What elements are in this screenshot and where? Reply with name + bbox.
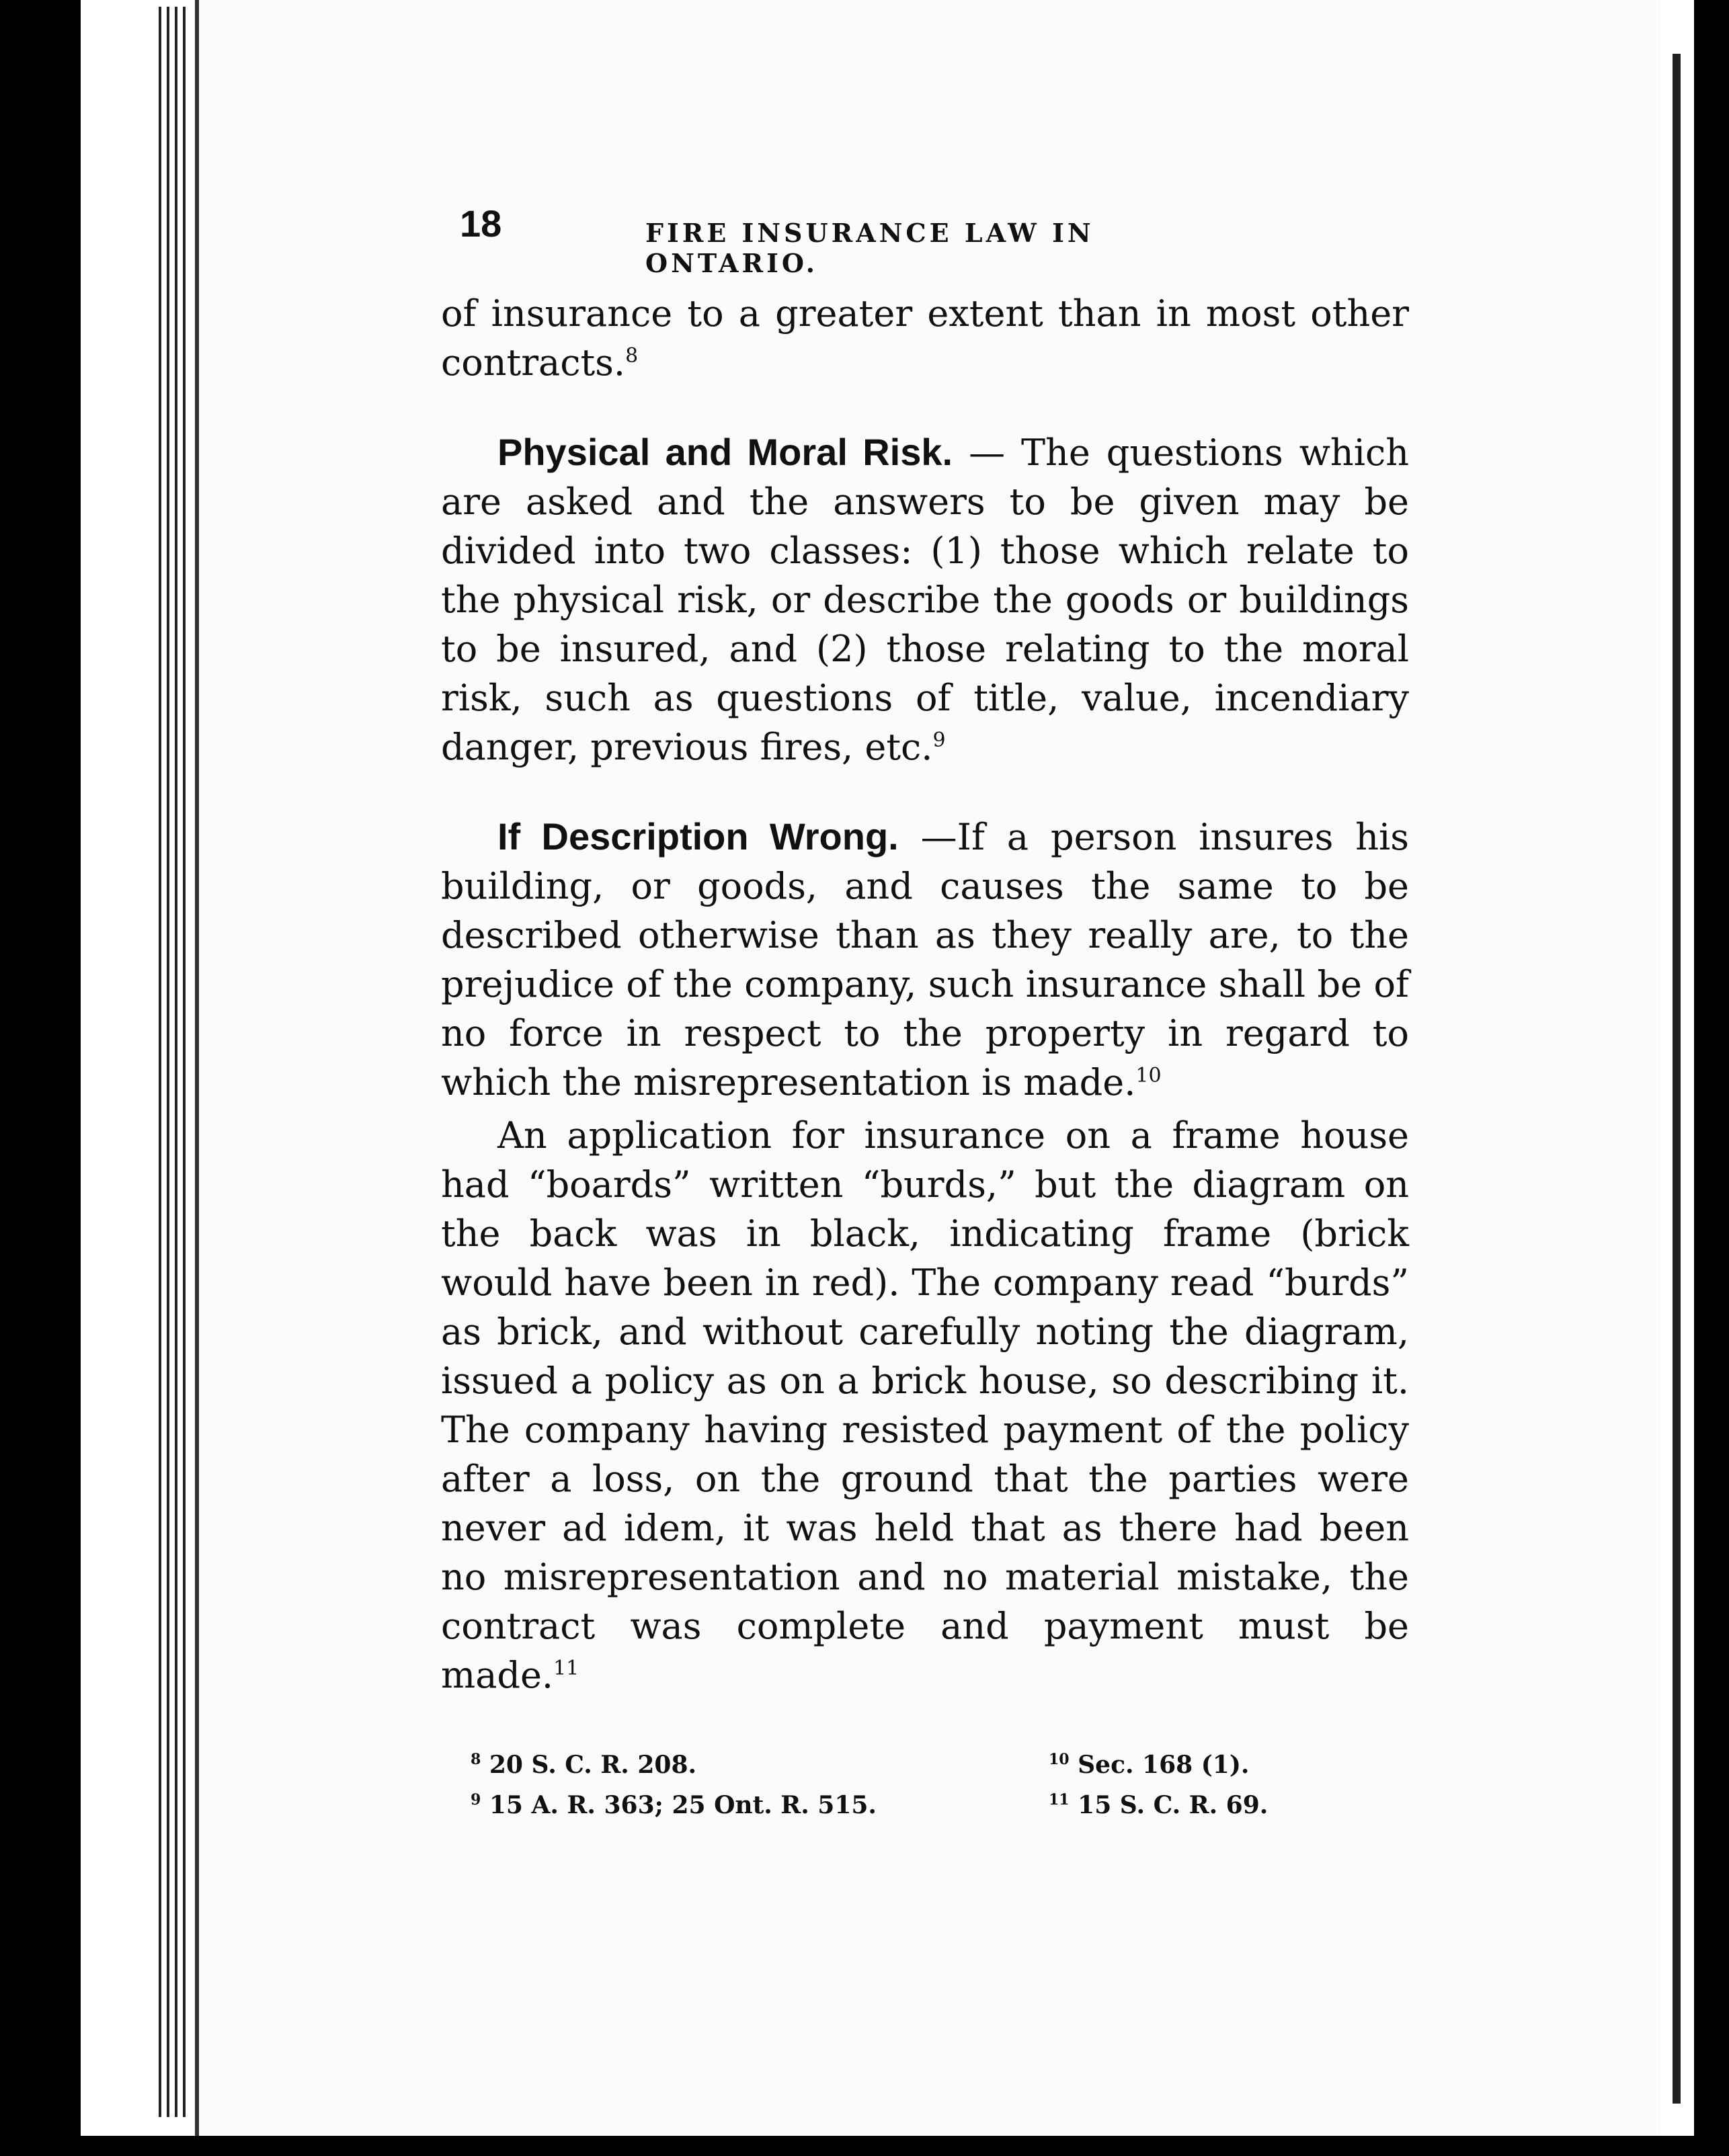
footnote-ref: 11 bbox=[553, 1657, 579, 1680]
footnote: $^9$ 15 A. R. 363; 25 Ont. R. 515. bbox=[471, 1791, 877, 1819]
section-heading: Physical and Moral Risk. bbox=[497, 431, 953, 473]
footnote-ref: 10 bbox=[1135, 1064, 1162, 1087]
page-header bbox=[460, 202, 1253, 278]
case-paragraph: An application for insurance on a frame house had “boards” written “burds,” but the diagram on the back was in black, indicating frame (brick would have been in red). The company read “burds” as brick, and without carefully noting the diagram, issued a policy as on a brick house, so describing it. The company having resisted payment of the policy after a loss, on the ground that the parties were never ad idem, it was held that as there had been no misrepresentation and no material mistake, the contract was complete and payment must be made.$^{11}$ bbox=[441, 1114, 1409, 1696]
running-title: FIRE INSURANCE LAW IN ONTARIO. bbox=[645, 218, 1094, 278]
continuation-paragraph: of insurance to a greater extent than in most other contracts.$^8$ bbox=[441, 292, 1409, 384]
page-edge bbox=[159, 7, 161, 2117]
footnote-ref: 9 bbox=[932, 729, 946, 752]
footnote: $^8$ 20 S. C. R. 208. bbox=[471, 1751, 697, 1779]
page-edge bbox=[183, 7, 186, 2117]
footnote: $^{11}$ 15 S. C. R. 69. bbox=[1049, 1791, 1269, 1819]
right-page-edge bbox=[1660, 0, 1694, 2136]
footnote-ref: 8 bbox=[625, 344, 639, 368]
page-number: 18 bbox=[460, 202, 502, 245]
section-heading: If Description Wrong. bbox=[497, 815, 899, 858]
page-body bbox=[441, 289, 1409, 1700]
scan-border bbox=[0, 2136, 1729, 2156]
section-physical-moral-risk: Physical and Moral Risk. — The questions which are asked and the answers to be given may be divided into two classes: (1) those which relate to the physical risk, or describe the goods or buildings to be insured, and (2) those relating to the moral risk, such as questions of title, value, incendiary danger, previous fires, etc.$^9$ bbox=[441, 431, 1409, 768]
footnote: $^{10}$ Sec. 168 (1). bbox=[1049, 1751, 1250, 1779]
page-edge bbox=[175, 7, 177, 2117]
section-if-description-wrong: If Description Wrong. —If a person insures his building, or goods, and causes the same to be described otherwise than as they really are, to the prejudice of the company, such insurance shall be of no force in respect to the property in regard to which the misrepresentation is made.$^{10}$ bbox=[441, 815, 1409, 1104]
page-edge bbox=[167, 7, 169, 2117]
